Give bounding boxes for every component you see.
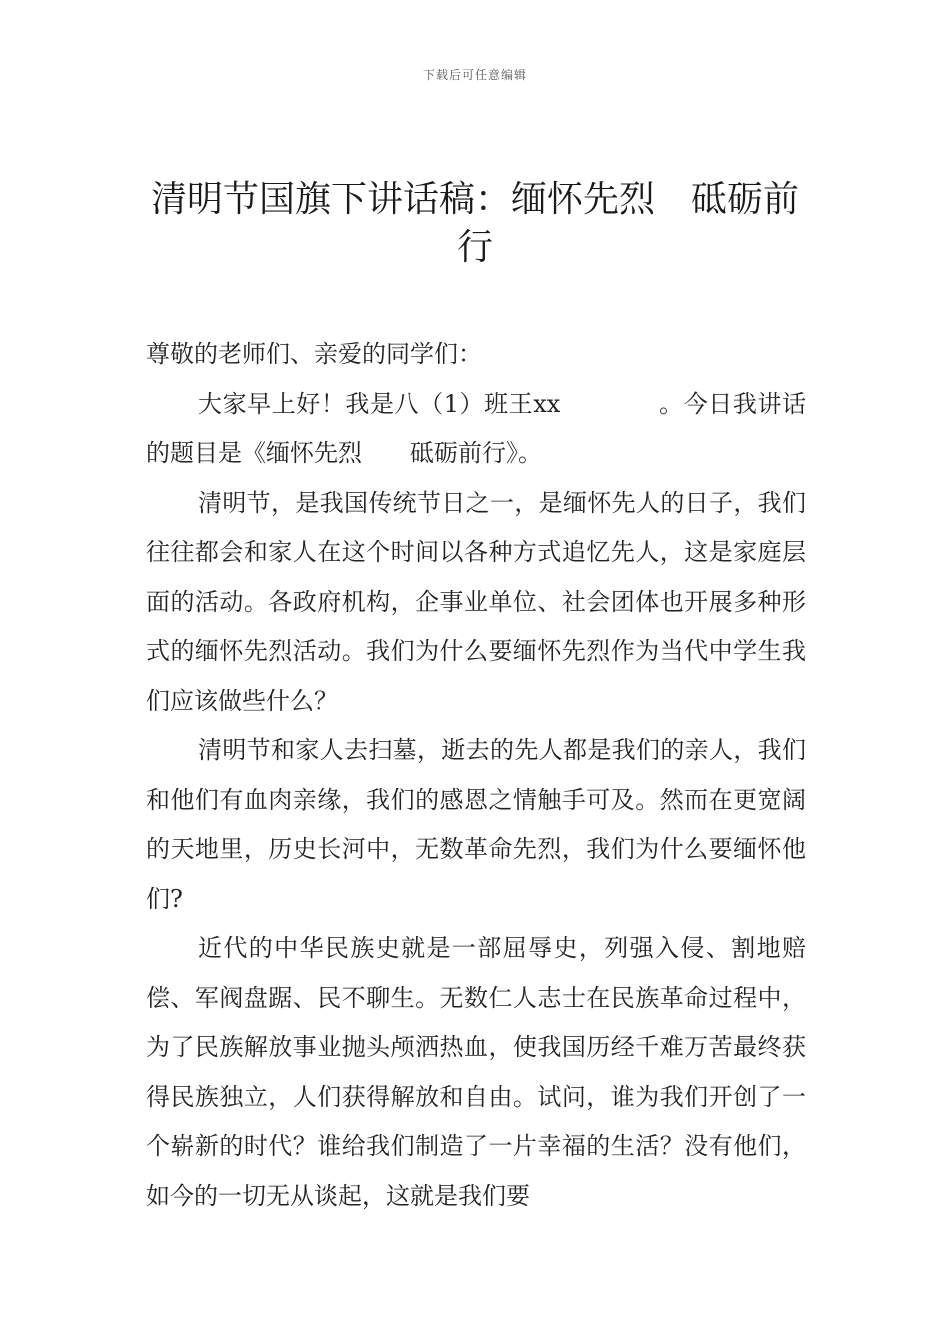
document-body xyxy=(146,330,806,1221)
paragraph-4: 近代的中华民族史就是一部屈辱史，列强入侵、割地赔偿、军阀盘踞、民不聊生。无数仁人志士在民族革命过程中，为了民族解放事业抛头颅洒热血，使我国历经千难万苦最终获得民族独立，人们获得解放和自由。试问，谁为我们开创了一个崭新的时代？谁给我们制造了一片幸福的生活？没有他们，如今的一切无从谈起，这就是我们要 xyxy=(146,934,806,1210)
page-title: 清明节国旗下讲话稿：缅怀先烈 砥砺前行 xyxy=(150,179,799,268)
header-note: 下载后可任意编辑 xyxy=(422,68,527,82)
paragraph-3: 清明节和家人去扫墓，逝去的先人都是我们的亲人，我们和他们有血肉亲缘，我们的感恩之情触手可及。然而在更宽阔的天地里，历史长河中，无数革命先烈，我们为什么要缅怀他们? xyxy=(146,736,806,913)
paragraph-1: 大家早上好！我是八（1）班王xx 。今日我讲话的题目是《缅怀先烈 砥砺前行》。 xyxy=(146,389,806,467)
salutation: 尊敬的老师们、亲爱的同学们： xyxy=(146,340,482,368)
paragraph-2: 清明节，是我国传统节日之一，是缅怀先人的日子，我们往往都会和家人在这个时间以各种方式追忆先人，这是家庭层面的活动。各政府机构，企事业单位、社会团体也开展多种形式的缅怀先烈活动。我们为什么要缅怀先烈作为当代中学生我们应该做些什么？ xyxy=(146,488,806,715)
